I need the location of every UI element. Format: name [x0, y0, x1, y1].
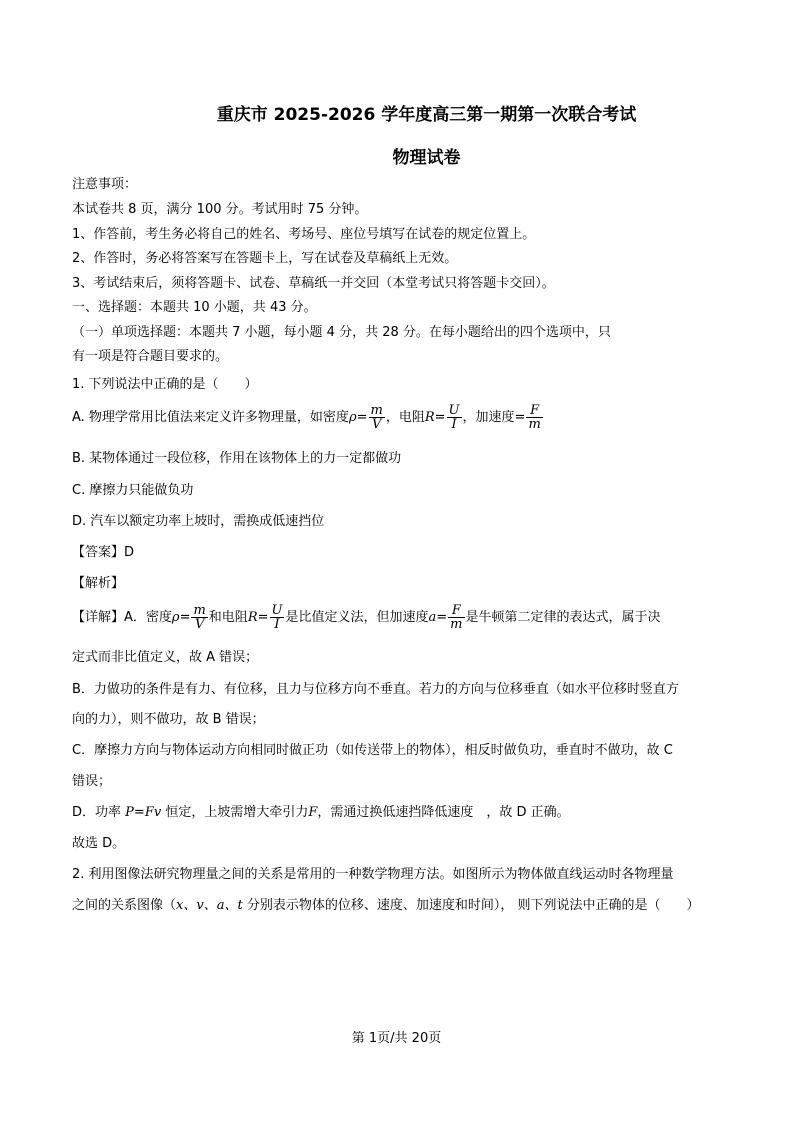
fraction-f-over-m: $\frac{F}{m}$ — [528, 402, 541, 432]
section-sub-line-2: 有一项是符合题目要求的。 — [72, 349, 229, 364]
q2-stem-line-1: 2. 利用图像法研究物理量之间的关系是常用的一种数学物理方法。如图所示为物体做直线运动时各物理量 — [72, 867, 674, 882]
q1-conclusion: 故选 D。 — [72, 836, 126, 851]
q1-detail-a-line-2: 定式而非比值定义，故 A 错误； — [72, 650, 259, 665]
equals: = — [514, 410, 526, 425]
q1-option-b: B. 某物体通过一段位移，作用在该物体上的力一定都做功 — [72, 451, 402, 466]
exam-subtitle: 物理试卷 — [392, 148, 461, 168]
section-heading: 一、选择题：本题共 10 小题，共 43 分。 — [72, 300, 317, 315]
q1-detail-c-line-1: C．摩擦力方向与物体运动方向相同时做正功（如传送带上的物体），相反时做负功，垂直时不做功，故 C — [72, 743, 673, 758]
fraction-u-over-i: $\frac{U}{I}$ — [271, 602, 283, 632]
q1-option-a-text-3: ，加速度 — [462, 410, 515, 425]
equals: = — [434, 410, 446, 425]
notice-line-3: 2、作答时，务必将答案写在答题卡上，写在试卷及草稿纸上无效。 — [72, 251, 458, 266]
q1-detail-c-line-2: 错误； — [72, 774, 112, 789]
q2-variables: x、v、a、t — [176, 898, 243, 913]
q1-option-d: D. 汽车以额定功率上坡时，需换成低速挡位 — [72, 514, 325, 529]
fraction-m-over-v: $\frac{m}{V}$ — [193, 602, 206, 632]
notice-line-4: 3、考试结束后，须将答题卡、试卷、草稿纸一并交回（本堂考试只将答题卡交回）。 — [72, 276, 555, 291]
notice-heading: 注意事项： — [72, 177, 138, 192]
q1-detail-b-line-2: 向的力），则不做功，故 B 错误； — [72, 712, 265, 727]
q1-stem: 1. 下列说法中正确的是（ ） — [72, 377, 258, 392]
q1-option-a-text: A. 物理学常用比值法来定义许多物理量，如密度 — [72, 410, 349, 425]
notice-line-1: 本试卷共 8 页，满分 100 分。考试用时 75 分钟。 — [72, 202, 368, 217]
q1-detail-b-line-1: B．力做功的条件是有力、有位移，且力与位移方向不垂直。若力的方向与位移垂直（如水平位移时竖直方 — [72, 682, 679, 697]
q2-stem-line-2: 之间的关系图像（x、v、a、t 分别表示物体的位移、速度、加速度和时间）， 则下列说法中正确的是（ ） — [72, 898, 700, 913]
fraction-m-over-v: $\frac{m}{V}$ — [370, 402, 383, 432]
q1-detail-d: D．功率 P=Fv 恒定，上坡需增大牵引力F，需通过换低速挡降低速度 ，故 D 正确。 — [72, 805, 570, 820]
rho-symbol: ρ — [348, 410, 357, 425]
exam-title: 重庆市 2025-2026 学年度高三第一期第一次联合考试 — [216, 105, 637, 125]
section-sub-line-1: （一）单项选择题：本题共 7 小题，每小题 4 分，共 28 分。在每小题给出的四个选项中，只 — [72, 325, 611, 340]
notice-line-2: 1、作答前，考生务必将自己的姓名、考场号、座位号填写在试卷的规定位置上。 — [72, 227, 536, 242]
q1-analysis-heading: 【解析】 — [72, 576, 125, 591]
page-footer: 第 1页/共 20页 — [351, 1031, 442, 1046]
fraction-f-over-m: $\frac{F}{m}$ — [450, 602, 463, 632]
r-symbol: R — [424, 410, 435, 425]
q1-option-a — [72, 403, 544, 433]
q1-option-a-text-2: ，电阻 — [385, 410, 425, 425]
q1-detail-a-line-1: 【详解】A．密度ρ= $\frac{m}{V}$ 和电阻R= $\frac{U}{I}$ 是比值定义法，但加速度a= $\frac{F}{m}$ 是牛顿第二定律的表达式，属于决 — [72, 602, 661, 632]
q1-option-c: C. 摩擦力只能做负功 — [72, 483, 194, 498]
q1-answer: 【答案】D — [72, 545, 135, 560]
equals: = — [356, 410, 368, 425]
fraction-u-over-i: $\frac{U}{I}$ — [448, 402, 460, 432]
